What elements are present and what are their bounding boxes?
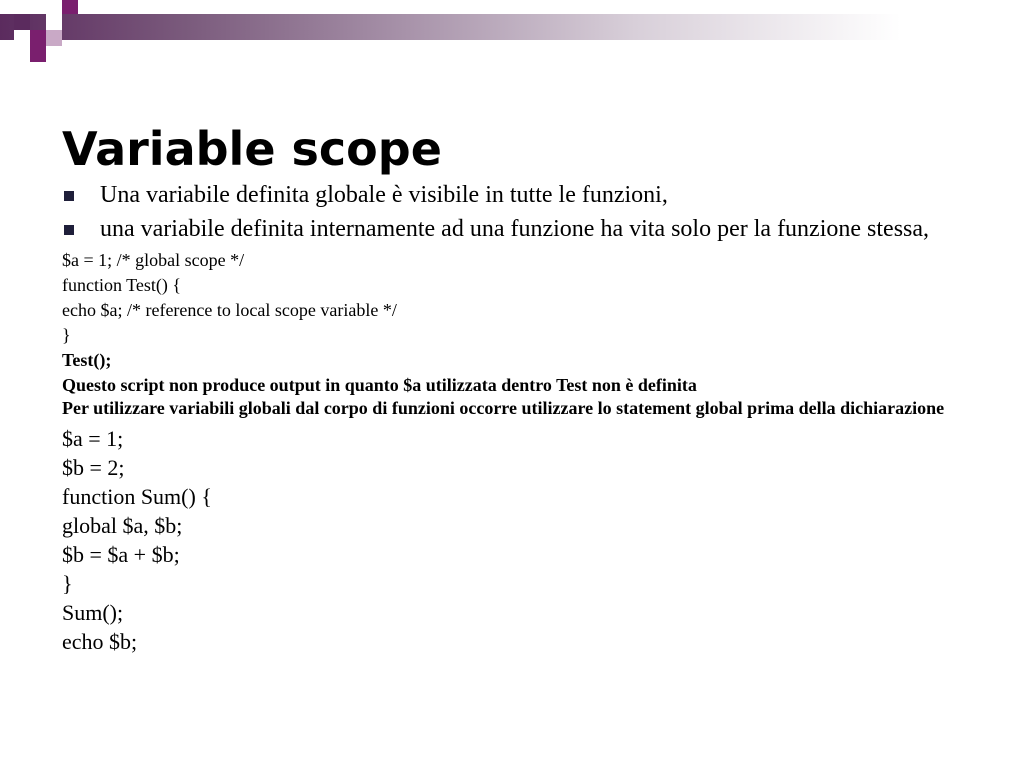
code-line-bold: Test();: [62, 350, 112, 370]
code-line: }: [62, 571, 73, 596]
decor-square: [14, 30, 30, 46]
decor-square: [30, 46, 46, 62]
code-line: echo $b;: [62, 629, 138, 654]
square-bullet-icon: [64, 225, 74, 235]
code-line: $a = 1;: [62, 426, 124, 451]
decor-square: [62, 0, 78, 14]
decor-square: [46, 14, 62, 30]
code-line: function Test() {: [62, 275, 182, 295]
bullet-text: Una variabile definita globale è visibile in tutte le funzioni,: [100, 182, 668, 208]
note-text: Per utilizzare variabili globali dal corpo di funzioni occorre utilizzare lo statement global prima della dichiarazione: [62, 398, 945, 418]
code-line: echo $a; /* reference to local scope variable */: [62, 300, 397, 320]
decor-square: [30, 30, 46, 46]
code-line: global $a, $b;: [62, 513, 183, 538]
bullet-item: [62, 182, 962, 208]
code-line: $a = 1; /* global scope */: [62, 250, 245, 270]
square-bullet-icon: [64, 191, 74, 201]
note-text: Questo script non produce output in quanto $a utilizzata dentro Test non è definita: [62, 375, 697, 395]
code-line: $b = 2;: [62, 455, 125, 480]
bullet-text: una variabile definita internamente ad una funzione ha vita solo per la funzione stessa,: [100, 216, 930, 242]
slide-content: [62, 182, 962, 656]
code-line: }: [62, 325, 71, 345]
decor-square: [46, 30, 62, 46]
decor-square: [30, 0, 46, 14]
header-gradient-bar: [0, 14, 1024, 40]
decor-square: [14, 14, 30, 30]
page-title: Variable scope: [62, 122, 442, 176]
code-line: function Sum() {: [62, 484, 212, 509]
code-line: Sum();: [62, 600, 124, 625]
bullet-item: [62, 216, 962, 242]
code-line: $b = $a + $b;: [62, 542, 180, 567]
